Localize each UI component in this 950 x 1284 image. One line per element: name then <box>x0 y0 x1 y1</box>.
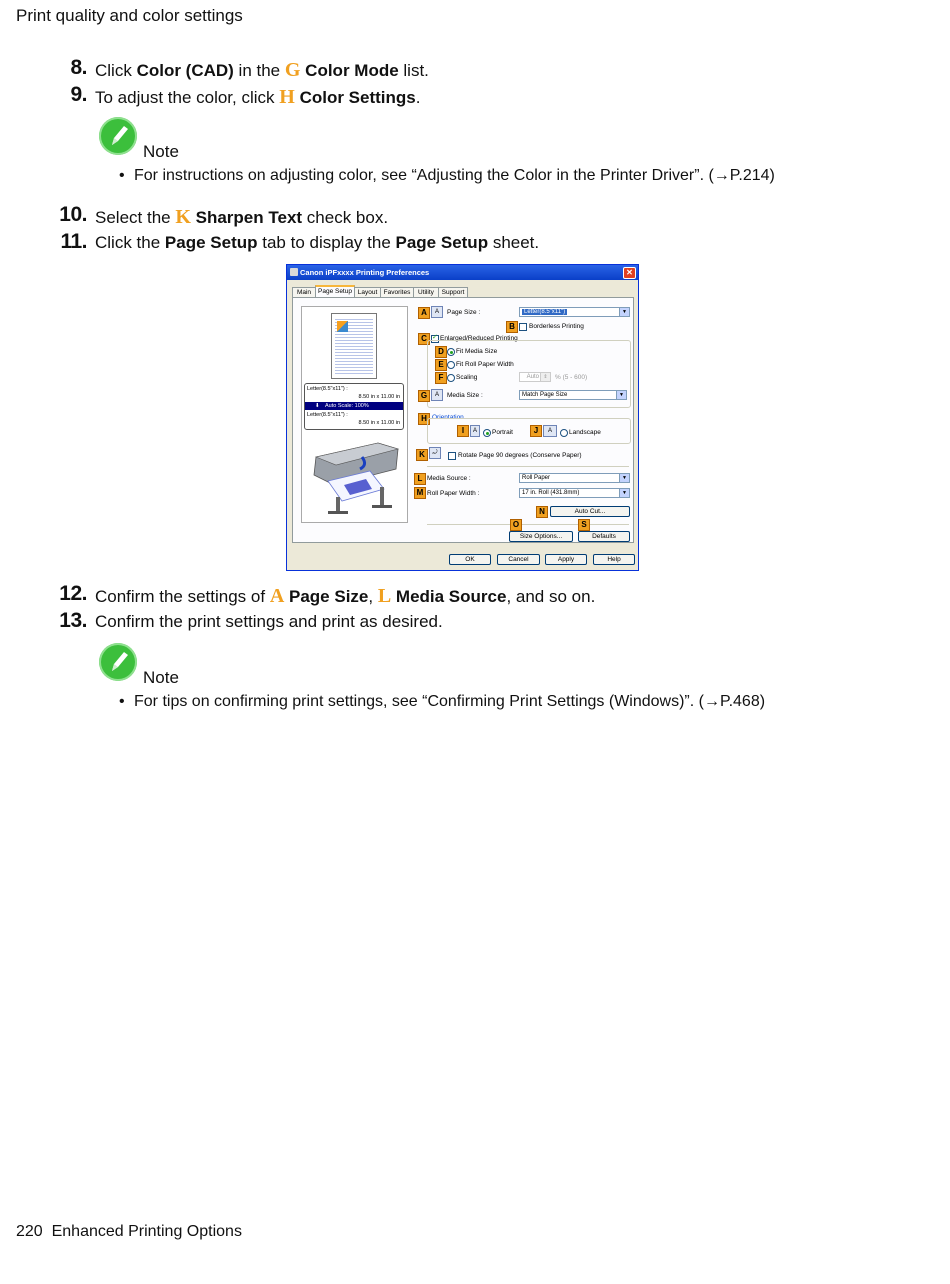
callout-a: A <box>418 307 430 319</box>
running-header: Print quality and color settings <box>16 6 243 25</box>
page-preview <box>301 306 408 523</box>
callout-o: O <box>510 519 522 531</box>
step-text: To adjust the color, click H Color Settings. <box>95 86 421 108</box>
borderless-checkbox[interactable] <box>519 323 527 331</box>
chevron-down-icon: ▼ <box>619 474 629 482</box>
page-number: 220 <box>16 1223 43 1240</box>
media-size-label: Media Size : <box>447 392 483 399</box>
footer-section: Enhanced Printing Options <box>51 1223 242 1240</box>
step-8 <box>0 56 950 82</box>
callout-j: J <box>530 425 542 437</box>
callout-f: F <box>435 372 447 384</box>
page-footer <box>16 1223 242 1241</box>
callout-c: C <box>418 333 430 345</box>
step-number: 12. <box>59 582 87 605</box>
tab-layout[interactable]: Layout <box>354 287 381 298</box>
note-label: Note <box>143 668 179 687</box>
printer-illustration <box>308 435 403 517</box>
callout-b: B <box>506 321 518 333</box>
step-9 <box>0 83 950 109</box>
step-text: Confirm the settings of A Page Size, L Media Source, and so on. <box>95 585 596 607</box>
callout-k: K <box>416 449 428 461</box>
rotate-page-checkbox[interactable] <box>448 452 456 460</box>
media-source-label: Media Source : <box>427 475 471 482</box>
ok-button[interactable]: OK <box>449 554 491 565</box>
roll-width-select[interactable]: 17 in. Roll (431.8mm) ▼ <box>519 488 630 498</box>
size-options-button[interactable]: Size Options... <box>509 531 573 542</box>
callout-m: M <box>414 487 426 499</box>
callout-g: G <box>418 390 430 402</box>
enlarged-reduced-label: Enlarged/Reduced Printing <box>440 335 518 342</box>
spinner-arrows-icon: ⇕ <box>540 373 550 381</box>
callout-i: I <box>457 425 469 437</box>
rotate-page-icon: ⤾ <box>429 447 441 459</box>
note-bullet: • For instructions on adjusting color, see “Adjusting the Color in the Printer Driver”. (→P.214) <box>119 167 775 184</box>
fit-roll-width-label: Fit Roll Paper Width <box>456 361 514 368</box>
landscape-radio[interactable] <box>560 429 568 437</box>
callout-letter: H <box>279 86 295 108</box>
orientation-heading: Orientation <box>432 414 464 421</box>
scaling-label: Scaling <box>456 374 478 381</box>
step-11 <box>0 230 950 256</box>
size-info-line: 8.50 in x 11.00 in <box>358 420 400 426</box>
step-text: Select the K Sharpen Text check box. <box>95 206 389 228</box>
step-10 <box>0 203 950 229</box>
borderless-label: Borderless Printing <box>529 323 584 330</box>
chevron-down-icon: ▼ <box>619 308 629 316</box>
portrait-icon: A <box>470 425 480 437</box>
page-setup-pane <box>292 297 634 543</box>
step-number: 13. <box>59 609 87 632</box>
auto-scale-highlight: ⬇ Auto Scale: 100% <box>305 402 403 410</box>
tab-main[interactable]: Main <box>292 287 316 298</box>
step-12 <box>0 582 950 608</box>
defaults-button[interactable]: Defaults <box>578 531 630 542</box>
note-bullet: • For tips on confirming print settings, see “Confirming Print Settings (Windows)”. (→P.468) <box>119 693 766 710</box>
page-size-icon: A <box>431 306 443 318</box>
fit-roll-width-radio[interactable] <box>447 361 455 369</box>
size-info-line: Letter(8.5"x11") : <box>307 412 348 418</box>
scaling-radio[interactable] <box>447 374 455 382</box>
media-size-icon: A <box>431 389 443 401</box>
divider <box>427 524 629 525</box>
apply-button[interactable]: Apply <box>545 554 587 565</box>
auto-cut-button[interactable]: Auto Cut... <box>550 506 630 517</box>
chevron-down-icon: ▼ <box>619 489 629 497</box>
step-text: Click Color (CAD) in the G Color Mode list. <box>95 59 429 81</box>
step-13 <box>0 609 950 635</box>
tab-utility[interactable]: Utility <box>413 287 439 298</box>
note-pencil-icon <box>99 643 137 681</box>
callout-e: E <box>435 359 447 371</box>
roll-width-label: Roll Paper Width : <box>427 490 480 497</box>
page-size-label: Page Size : <box>447 309 481 316</box>
scaling-spinner[interactable]: Auto ⇕ <box>519 372 551 382</box>
dialog-title-bar <box>287 265 638 280</box>
callout-n: N <box>536 506 548 518</box>
media-source-select[interactable]: Roll Paper ▼ <box>519 473 630 483</box>
tab-page-setup[interactable]: Page Setup <box>315 285 355 299</box>
close-icon[interactable]: ✕ <box>623 267 636 279</box>
dialog-title: Canon iPFxxxx Printing Preferences <box>300 268 430 277</box>
step-number: 10. <box>59 203 87 226</box>
tab-favorites[interactable]: Favorites <box>380 287 414 298</box>
note-pencil-icon <box>99 117 137 155</box>
rotate-page-label: Rotate Page 90 degrees (Conserve Paper) <box>458 452 582 459</box>
page-thumbnail <box>331 313 377 379</box>
page-size-select[interactable]: Letter(8.5"x11") ▼ <box>519 307 630 317</box>
callout-letter: K <box>175 206 191 228</box>
fit-media-size-radio[interactable] <box>447 348 455 356</box>
chevron-down-icon: ▼ <box>616 391 626 399</box>
portrait-radio[interactable] <box>483 429 491 437</box>
step-text: Confirm the print settings and print as desired. <box>95 612 443 631</box>
note-label: Note <box>143 142 179 161</box>
callout-s: S <box>578 519 590 531</box>
callout-h: H <box>418 413 430 425</box>
step-number: 11. <box>60 230 87 253</box>
step-text: Click the Page Setup tab to display the Page Setup sheet. <box>95 233 540 252</box>
landscape-label: Landscape <box>569 429 601 436</box>
size-info-box <box>304 383 404 430</box>
media-size-select[interactable]: Match Page Size ▼ <box>519 390 627 400</box>
callout-l: L <box>414 473 426 485</box>
callout-letter: G <box>284 59 301 81</box>
size-info-line: 8.50 in x 11.00 in <box>358 394 400 400</box>
callout-letter: A <box>269 585 285 607</box>
fit-media-size-label: Fit Media Size <box>456 348 498 355</box>
size-info-line: Letter(8.5"x11") : <box>307 386 348 392</box>
printing-preferences-dialog <box>286 264 639 571</box>
callout-letter: L <box>377 585 392 607</box>
step-number: 9. <box>70 83 87 106</box>
divider <box>427 466 629 467</box>
callout-d: D <box>435 346 447 358</box>
portrait-label: Portrait <box>492 429 513 436</box>
tab-support[interactable]: Support <box>438 287 468 298</box>
help-button[interactable]: Help <box>593 554 635 565</box>
printer-icon <box>290 268 298 276</box>
landscape-icon: A <box>543 425 557 437</box>
scaling-range: % (5 - 600) <box>555 374 588 381</box>
cancel-button[interactable]: Cancel <box>497 554 540 565</box>
step-number: 8. <box>70 56 87 79</box>
